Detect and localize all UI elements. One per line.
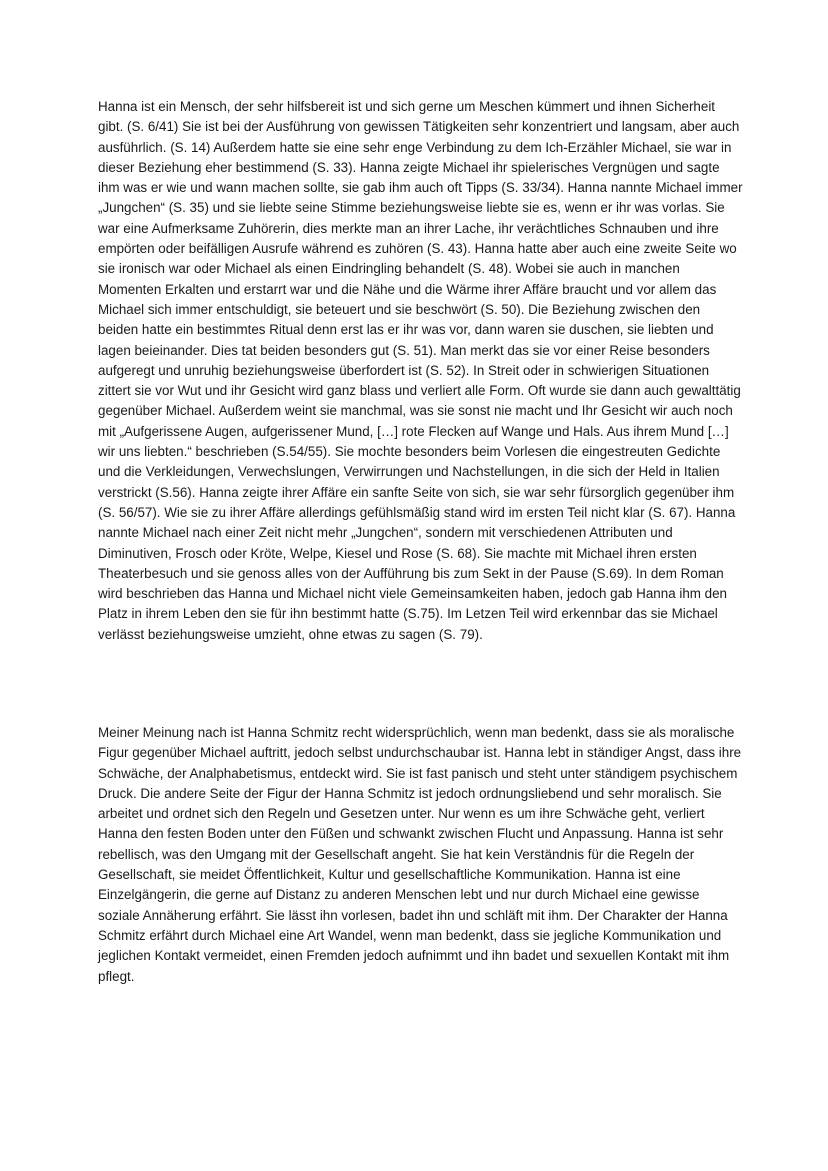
paragraph-personal-opinion: Meiner Meinung nach ist Hanna Schmitz recht widersprüchlich, wenn man bedenkt, dass sie als moralische Figur gegenüber Michael auftritt, jedoch selbst undurchschaubar ist. Hanna lebt in ständiger Angst, dass ihre Schwäche, der Analphabetismus, entdeckt wird. Sie ist fast panisch und steht unter ständigem psychischem Druck. Die andere Seite der Figur der Hanna Schmitz ist jedoch ordnungsliebend und sehr moralisch. Sie arbeitet und ordnet sich den Regeln und Gesetzen unter. Nur wenn es um ihre Schwäche geht, verliert Hanna den festen Boden unter den Füßen und schwankt zwischen Flucht und Anpassung. Hanna ist sehr rebellisch, was den Umgang mit der Gesellschaft angeht. Sie hat kein Verständnis für die Regeln der Gesellschaft, sie meidet Öffentlichkeit, Kultur und gesellschaftliche Kommunikation. Hanna ist eine Einzelgängerin, die gerne auf Distanz zu anderen Menschen lebt und nur durch Michael eine gewisse soziale Annäherung erfährt. Sie lässt ihn vorlesen, badet ihn und schläft mit ihm. Der Charakter der Hanna Schmitz erfährt durch Michael eine Art Wandel, wenn man bedenkt, dass sie jegliche Kommunikation und jeglichen Kontakt vermeidet, einen Fremden jedoch aufnimmt und ihn badet und sexuellen Kontakt mit ihm pflegt. — [98, 725, 742, 984]
paragraph-character-description: Hanna ist ein Mensch, der sehr hilfsbereit ist und sich gerne um Meschen kümmert und ihnen Sicherheit gibt. (S. 6/41) Sie ist bei der Ausführung von gewissen Tätigkeiten sehr konzentriert und langsam, aber auch ausführlich. (S. 14) Außerdem hatte sie eine sehr enge Verbindung zu dem Ich-Erzähler Michael, sie war in dieser Beziehung eher bestimmend (S. 33). Hanna zeigte Michael ihr spielerisches Vergnügen und sagte ihm was er wie und wann machen sollte, sie gab ihm auch oft Tipps (S. 33/34). Hanna nannte Michael immer „Jungchen“ (S. 35) und sie liebte seine Stimme beziehungsweise liebte sie es, wenn er ihr was vorlas. Sie war eine Aufmerksame Zuhörerin, dies merkte man an ihrer Lache, ihr verächtliches Schnauben und ihre empörten oder beifälligen Ausrufe während es zuhören (S. 43). Hanna hatte aber auch eine zweite Seite wo sie ironisch war oder Michael als einen Eindringling behandelt (S. 48). Wobei sie auch in manchen Momenten Erkalten und erstarrt war und die Nähe und die Wärme ihrer Affäre braucht und vor allem das Michael sich immer entschuldigt, sie beteuert und sie beschwört (S. 50). Die Beziehung zwischen den beiden hatte ein bestimmtes Ritual denn erst las er ihr was vor, dann waren sie duschen, sie liebten und lagen beieinander. Dies tat beiden besonders gut (S. 51). Man merkt das sie vor einer Reise besonders aufgeregt und unruhig beziehungsweise überfordert ist (S. 52). In Streit oder in schwierigen Situationen zittert sie vor Wut und ihr Gesicht wird ganz blass und verliert alle Form. Oft wurde sie dann auch gewalttätig gegenüber Michael. Außerdem weint sie manchmal, was sie sonst nie macht und Ihr Gesicht wir auch noch mit „Aufgerissene Augen, aufgerissener Mund, […] rote Flecken auf Wange und Hals. Aus ihrem Mund […] wir uns liebten.“ beschrieben (S.54/55). Sie mochte besonders beim Vorlesen die eingestreuten Gedichte und die Verkleidungen, Verwechslungen, Verwirrungen und Nachstellungen, in die sich der Held in Italien verstrickt (S.56). Hanna zeigte ihrer Affäre ein sanfte Seite von sich, sie war sehr fürsorglich gegenüber ihm (S. 56/57). Wie sie zu ihrer Affäre allerdings gefühlsmäßig stand wird im ersten Teil nicht klar (S. 67). Hanna nannte Michael nach einer Zeit nicht mehr „Jungchen“, sondern mit verschiedenen Attributen und Diminutiven, Frosch oder Kröte, Welpe, Kiesel und Rose (S. 68). Sie machte mit Michael ihren ersten Theaterbesuch und sie genoss alles von der Aufführung bis zum Sekt in der Pause (S.69). In dem Roman wird beschrieben das Hanna und Michael nicht viele Gemeinsamkeiten haben, jedoch gab Hanna ihm den Platz in ihrem Leben den sie für ihn bestimmt hatte (S.75). Im Letzen Teil wird erkennbar das sie Michael verlässt beziehungsweise umzieht, ohne etwas zu sagen (S. 79). — [98, 99, 743, 642]
